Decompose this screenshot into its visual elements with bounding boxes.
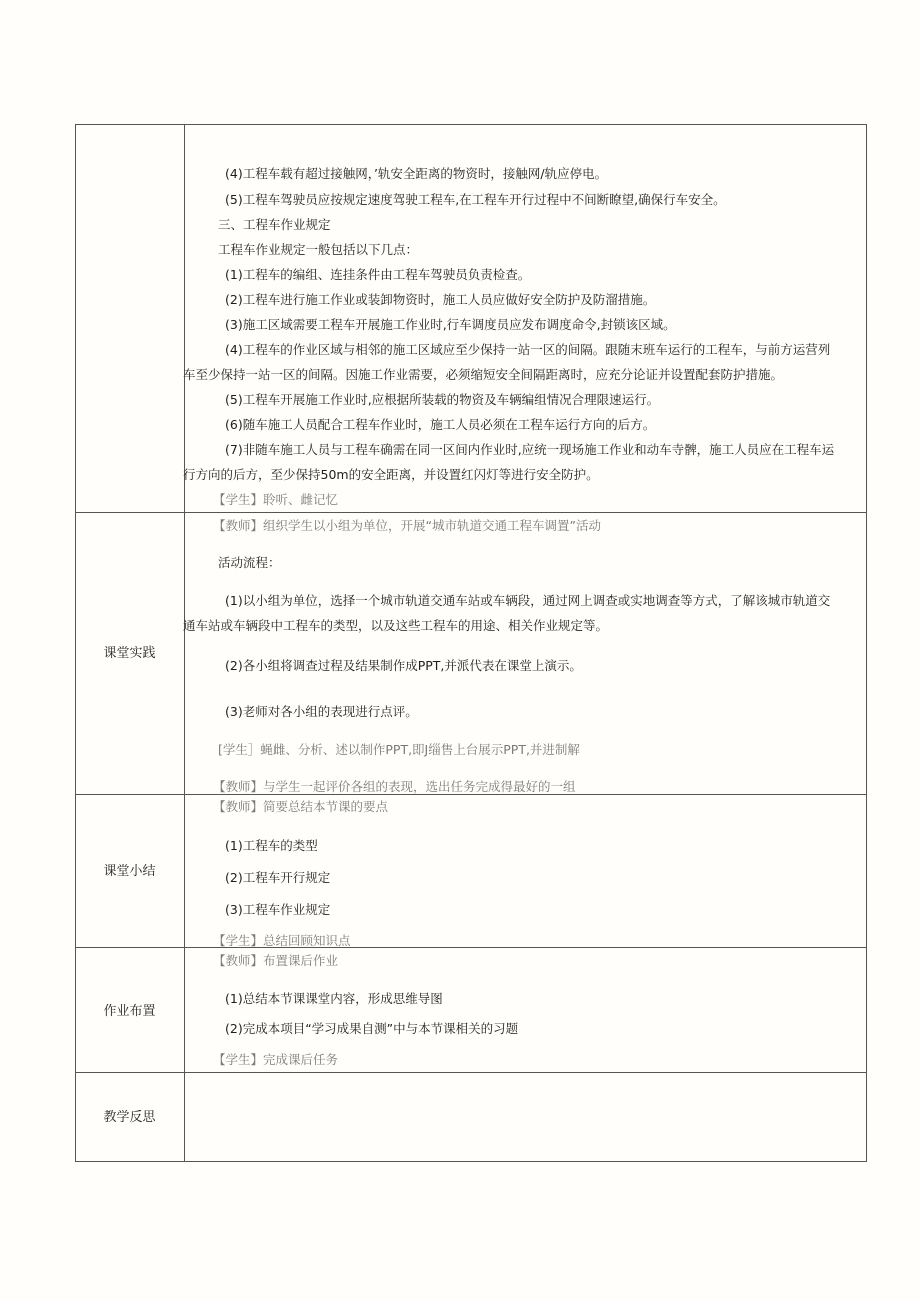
table-border-bottom	[75, 1161, 867, 1162]
rule-item: (6)随车施工人员配合工程车作业时，施工人员必须在工程车运行方向的后方。	[225, 417, 656, 432]
rule-item: (4)工程车的作业区域与相邻的施工区域应至少保持一站一区的间隔。跟随末班车运行的工程车，与前方运营列	[225, 342, 831, 357]
teacher-activity: 【教师】与学生一起评价各组的表现，选出任务完成得最好的一组	[213, 779, 576, 794]
row-label-summary: 课堂小结	[103, 864, 156, 879]
lesson-plan-table	[75, 124, 867, 1162]
homework-item: (2)完成本项目“学习成果自测”中与本节课相关的习题	[225, 1021, 519, 1036]
rule-item-cont: 车至少保持一站一区的间隔。因施工作业需要，必须缩短安全间隔距离时，应充分论证并设置配套防护措施。	[183, 367, 784, 382]
student-activity: 【学生】总结回顾知识点	[213, 933, 351, 948]
row-label-homework: 作业布置	[103, 1004, 156, 1019]
summary-point: (3)工程车作业规定	[225, 902, 331, 917]
student-activity: 【学生】完成课后任务	[213, 1052, 339, 1067]
section-heading: 三、工程车作业规定	[218, 217, 331, 232]
rule-item: (3)施工区域需要工程车开展施工作业时,行车调度员应发布调度命令,封锁该区域。	[225, 317, 676, 332]
student-activity: 【学生】聆听、雌记忆	[213, 492, 339, 507]
process-step-cont: 通车站或车辆段中工程车的类型，以及这些工程车的用途、相关作业规定等。	[183, 618, 609, 633]
teacher-activity: 【教师】布置课后作业	[213, 953, 339, 968]
intro-text: 工程车作业规定一般包括以下几点：	[218, 242, 419, 257]
row-divider	[75, 947, 867, 948]
rule-item: (5)工程车驾驶员应按规定速度驾驶工程车,在工程车开行过程中不间断瞭望,确保行车安全。	[225, 192, 726, 207]
teacher-activity: 【教师】简要总结本节课的要点	[213, 799, 389, 814]
rule-item: (1)工程车的编组、连挂条件由工程车驾驶员负责检查。	[225, 267, 531, 282]
row-label-reflection: 教学反思	[103, 1110, 156, 1125]
row-label-practice: 课堂实践	[103, 646, 156, 661]
table-border-right	[866, 124, 867, 1162]
rule-item: (7)非随车施工人员与工程车确需在同一区间内作业时,应统一现场施工作业和动车寺髀，施工人员应在工程车运	[225, 442, 835, 457]
student-activity: [学生］蝇雌、分析、述以制作PPT,即J缁售上台展示PPT,并进制解	[218, 742, 580, 757]
process-step: (2)各小组将调查过程及结果制作成PPT,并派代表在课堂上演示。	[225, 658, 582, 673]
homework-item: (1)总结本节课课堂内容，形成思维导图	[225, 991, 443, 1006]
row-divider	[75, 512, 867, 513]
process-heading: 活动流程：	[218, 555, 281, 570]
summary-point: (2)工程车开行规定	[225, 870, 331, 885]
table-border-top	[75, 124, 867, 125]
rule-item: (2)工程车进行施工作业或装卸物资时，施工人员应做好安全防护及防溜措施。	[225, 292, 656, 307]
teacher-activity: 【教师】组织学生以小组为单位，开展“城市轨道交通工程车调置”活动	[213, 518, 601, 533]
rule-item-cont: 行方向的后方，至少保持50m的安全距离，并设置红闪灯等进行安全防护。	[183, 467, 599, 482]
process-step: (3)老师对各小组的表现进行点评。	[225, 704, 418, 719]
process-step: (1)以小组为单位，选择一个城市轨道交通车站或车辆段，通过网上调查或实地调查等方式，了解该城市轨道交	[225, 593, 831, 608]
rule-item: (4)工程车载有超过接触网，’轨安全距离的物资时，接触网/轨应停电。	[225, 166, 608, 181]
rule-item: (5)工程车开展施工作业时,应根据所装载的物资及车辆编组情况合理限速运行。	[225, 392, 660, 407]
row-divider	[75, 1072, 867, 1073]
column-divider	[184, 124, 185, 1162]
summary-point: (1)工程车的类型	[225, 838, 318, 853]
